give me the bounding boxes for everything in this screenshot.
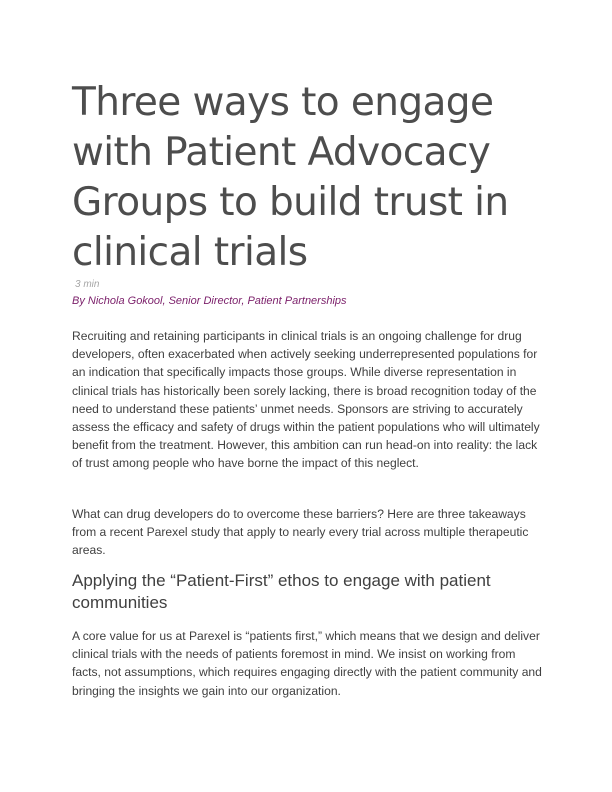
section-heading: Applying the “Patient-First” ethos to engage with patient communities [72,571,491,612]
article-title: Three ways to engage with Patient Advocacy Groups to build trust in clinical trials [72,80,509,275]
body-paragraph: Recruiting and retaining participants in clinical trials is an ongoing challenge for drug developers, often exacerbated when actively seeking underrepresented populations for an indication that specifically impacts those groups. While diverse representation in clinical trials has historically been sorely lacking, there is broad recognition today of the need to understand these patients’ unmet needs. Sponsors are striving to accurately assess the efficacy and safety of drugs within the patient populations who will ultimately benefit from the treatment. However, this ambition can run head-on into reality: the lack of trust among people who have borne the impact of this neglect. [72,329,540,471]
body-paragraph: What can drug developers do to overcome these barriers? Here are three takeaways from a recent Parexel study that apply to nearly every trial across multiple therapeutic areas. [72,507,529,558]
author-byline: By Nichola Gokool, Senior Director, Patient Partnerships [72,295,347,307]
body-paragraph: A core value for us at Parexel is “patients first,” which means that we design and deliver clinical trials with the needs of patients foremost in mind. We insist on working from facts, not assumptions, which requires engaging directly with the patient community and bringing the insights we gain into our organization. [72,629,542,698]
read-time: 3 min [75,279,100,290]
